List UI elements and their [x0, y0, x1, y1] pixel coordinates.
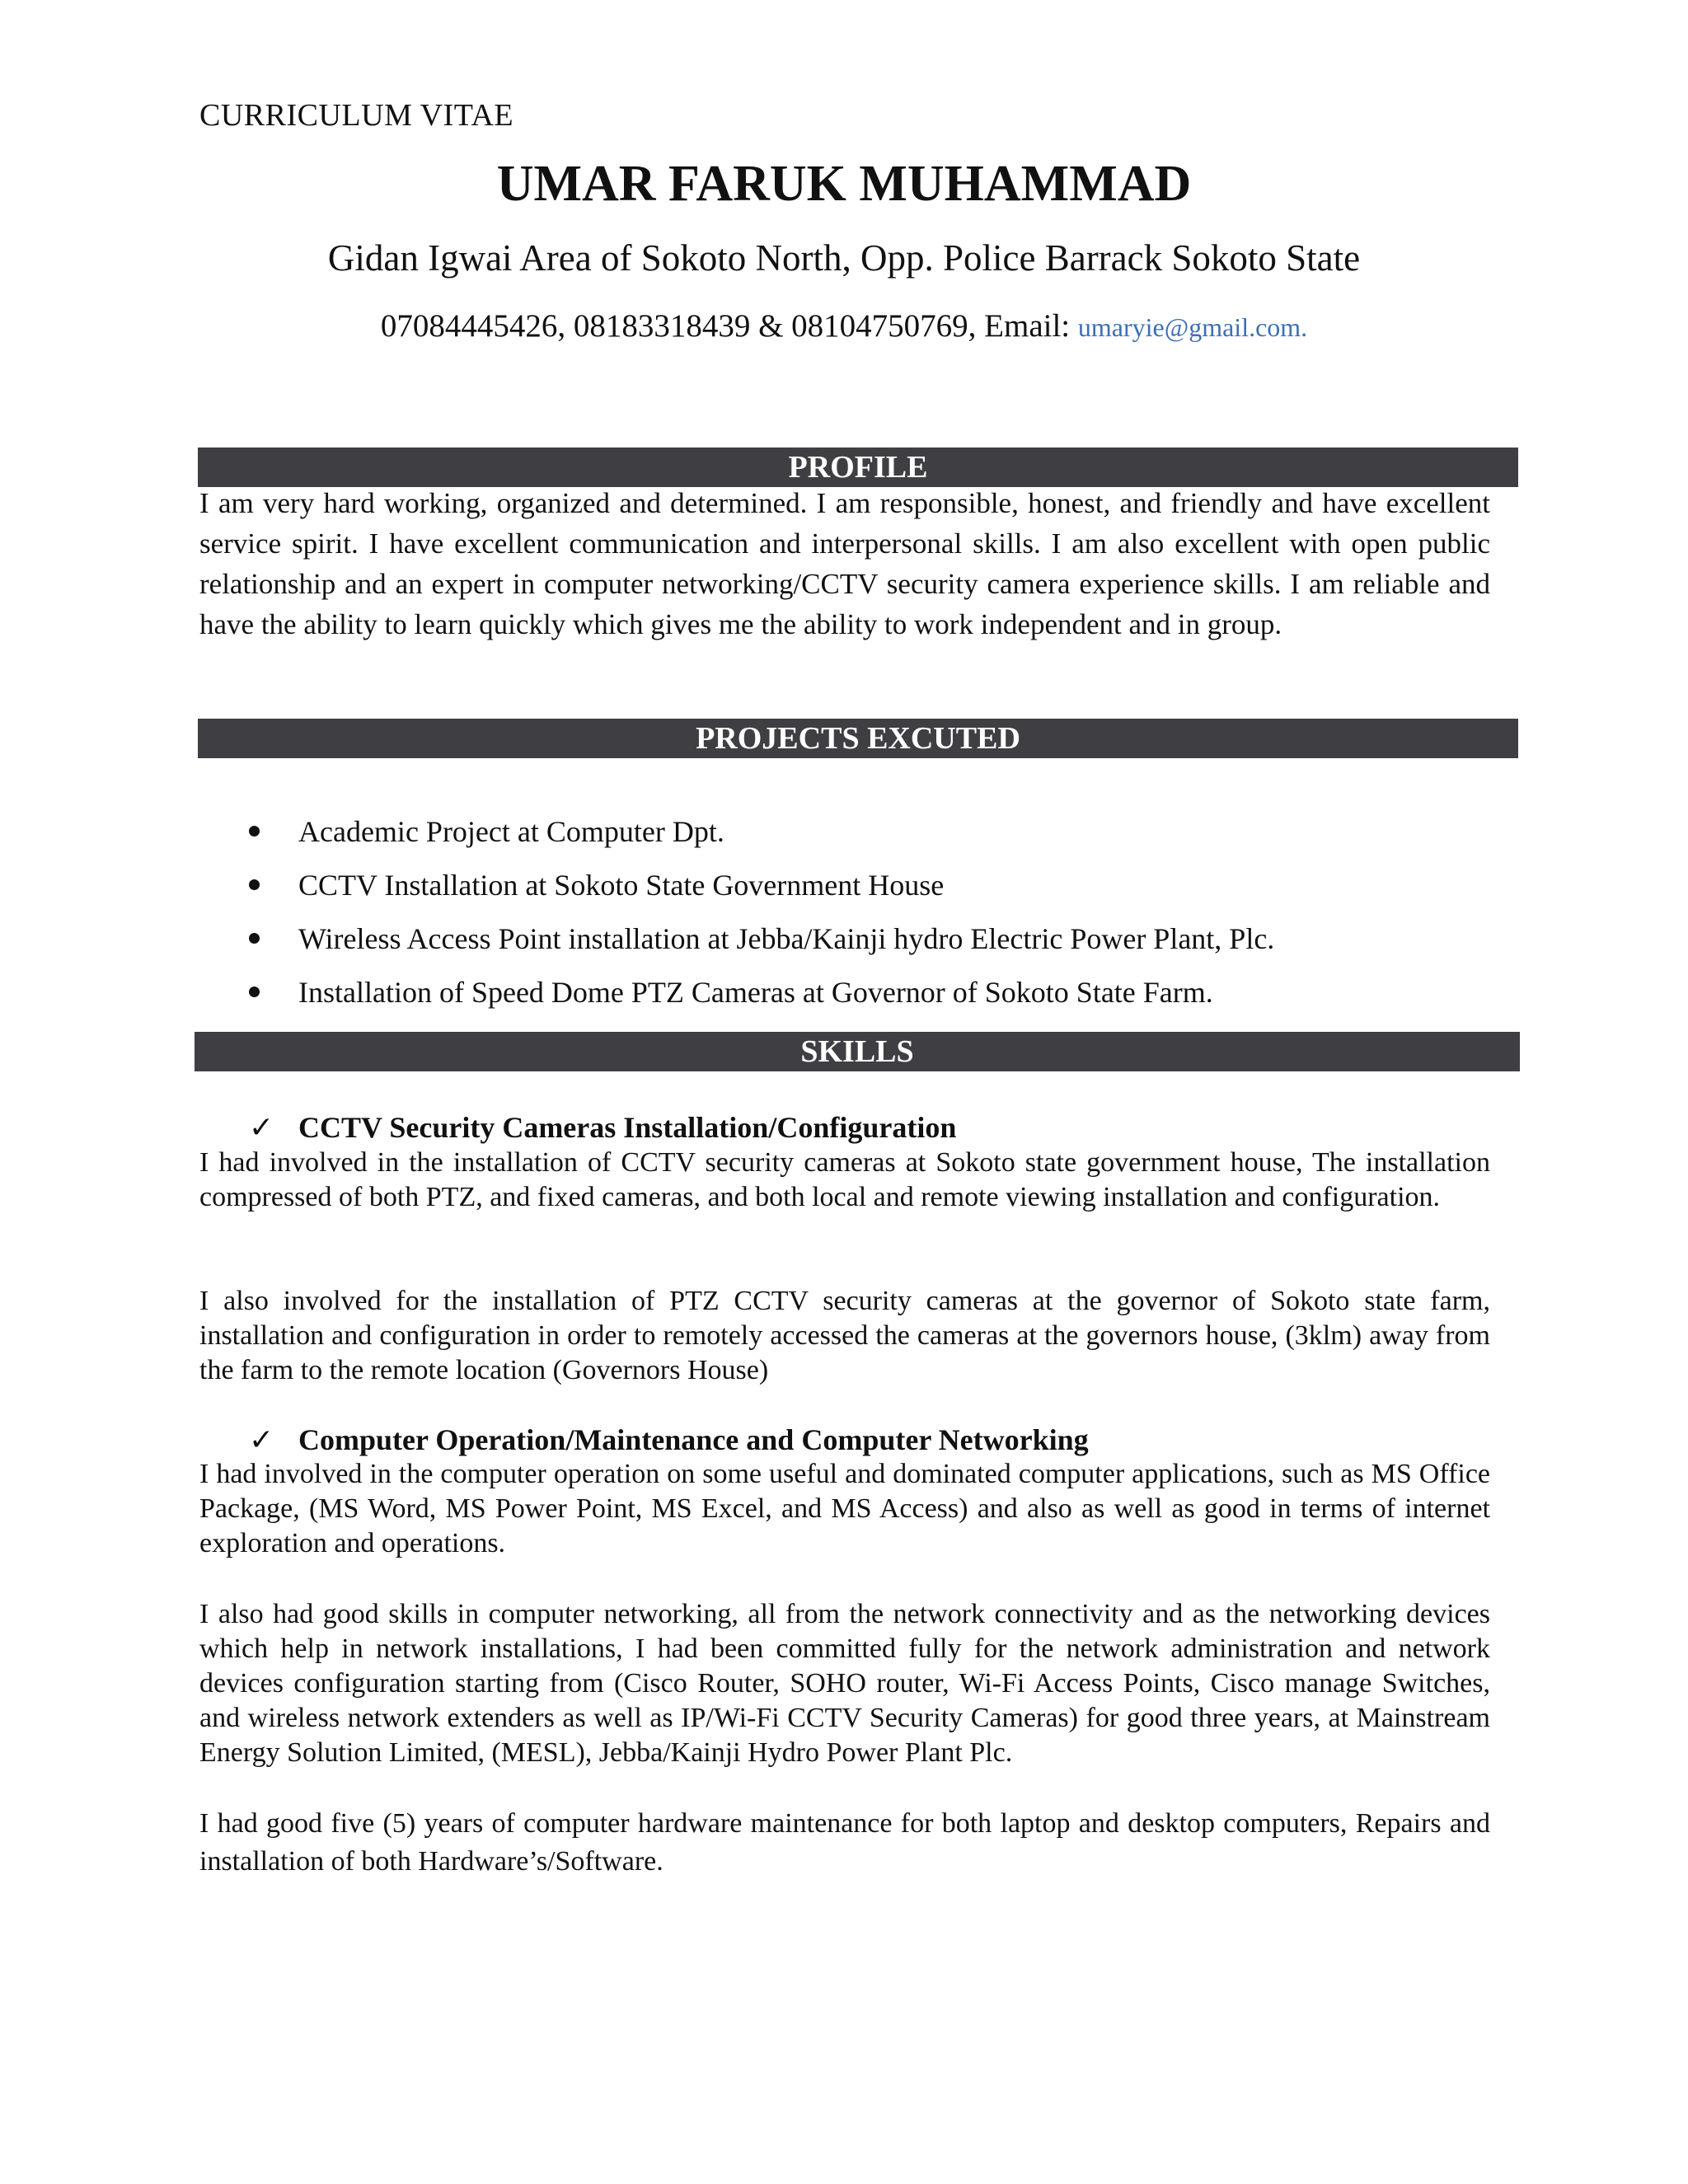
list-item	[199, 865, 1485, 919]
projects-list	[199, 812, 1485, 1026]
email-suffix: .	[1301, 312, 1308, 342]
project-label: Academic Project at Computer Dpt.	[298, 815, 724, 848]
candidate-address: Gidan Igwai Area of Sokoto North, Opp. Police Barrack Sokoto State	[327, 237, 1361, 279]
candidate-name: UMAR FARUK MUHAMMAD	[496, 156, 1192, 212]
skill-paragraph: I had involved in the installation of CCTV security cameras at Sokoto state government house, The installation compressed of both PTZ, and fixed cameras, and both local and remote viewing installation and configuration.	[199, 1147, 1490, 1212]
skill-paragraph: I also involved for the installation of PTZ CCTV security cameras at the governor of Sokoto state farm, installation and configuration in order to remotely accessed the cameras at the governors house, (3klm) away from the farm to the remote location (Governors House)	[199, 1286, 1490, 1385]
list-item	[199, 972, 1485, 1026]
bullet-icon	[249, 826, 260, 837]
list-item	[199, 919, 1485, 972]
phone-numbers: 07084445426, 08183318439 & 08104750769, Email:	[380, 308, 1078, 344]
document-label: CURRICULUM VITAE	[199, 98, 514, 133]
skill-heading-label: Computer Operation/Maintenance and Computer Networking	[298, 1423, 1089, 1456]
email-link[interactable]: umaryie@gmail.com	[1077, 312, 1301, 342]
checkmark-icon: ✓	[249, 1111, 274, 1144]
skill-paragraph: I also had good skills in computer networking, all from the network connectivity and as the networking devices which help in network installations, I had been committed fully for the network administration and network devices configuration starting from (Cisco Router, SOHO router, Wi-Fi Access Points, Cisco manage Switches, and wireless network extenders as well as IP/Wi-Fi CCTV Security Cameras) for good three years, at Mainstream Energy Solution Limited, (MESL), Jebba/Kainji Hydro Power Plant Plc.	[199, 1599, 1490, 1768]
bullet-icon	[249, 987, 260, 997]
skill-heading-cctv	[249, 1110, 956, 1145]
bullet-icon	[249, 879, 260, 890]
section-header-profile: PROFILE	[198, 448, 1518, 487]
project-label: Wireless Access Point installation at Jebba/Kainji hydro Electric Power Plant, Plc.	[298, 922, 1275, 955]
list-item	[199, 812, 1485, 865]
bullet-icon	[249, 933, 260, 944]
skill-paragraph: I had good five (5) years of computer hardware maintenance for both laptop and desktop computers, Repairs and installation of both Hardware’s/Software.	[199, 1808, 1490, 1877]
section-header-projects: PROJECTS EXCUTED	[198, 719, 1518, 758]
project-label: Installation of Speed Dome PTZ Cameras at Governor of Sokoto State Farm.	[298, 976, 1213, 1009]
contact-line	[0, 307, 1688, 344]
skill-heading-computer	[249, 1422, 1089, 1457]
project-label: CCTV Installation at Sokoto State Government House	[298, 869, 945, 902]
section-header-skills: SKILLS	[195, 1032, 1520, 1071]
checkmark-icon: ✓	[249, 1423, 274, 1456]
profile-text: I am very hard working, organized and determined. I am responsible, honest, and friendly and have excellent service spirit. I have excellent communication and interpersonal skills. I am also excellent with open public relationship and an expert in computer networking/CCTV security camera experience skills. I am reliable and have the ability to learn quickly which gives me the ability to work independent and in group.	[199, 487, 1490, 640]
skill-heading-label: CCTV Security Cameras Installation/Configuration	[298, 1111, 957, 1144]
skill-paragraph: I had involved in the computer operation on some useful and dominated computer applications, such as MS Office Package, (MS Word, MS Power Point, MS Excel, and MS Access) and also as well as good in terms of internet exploration and operations.	[199, 1459, 1490, 1558]
